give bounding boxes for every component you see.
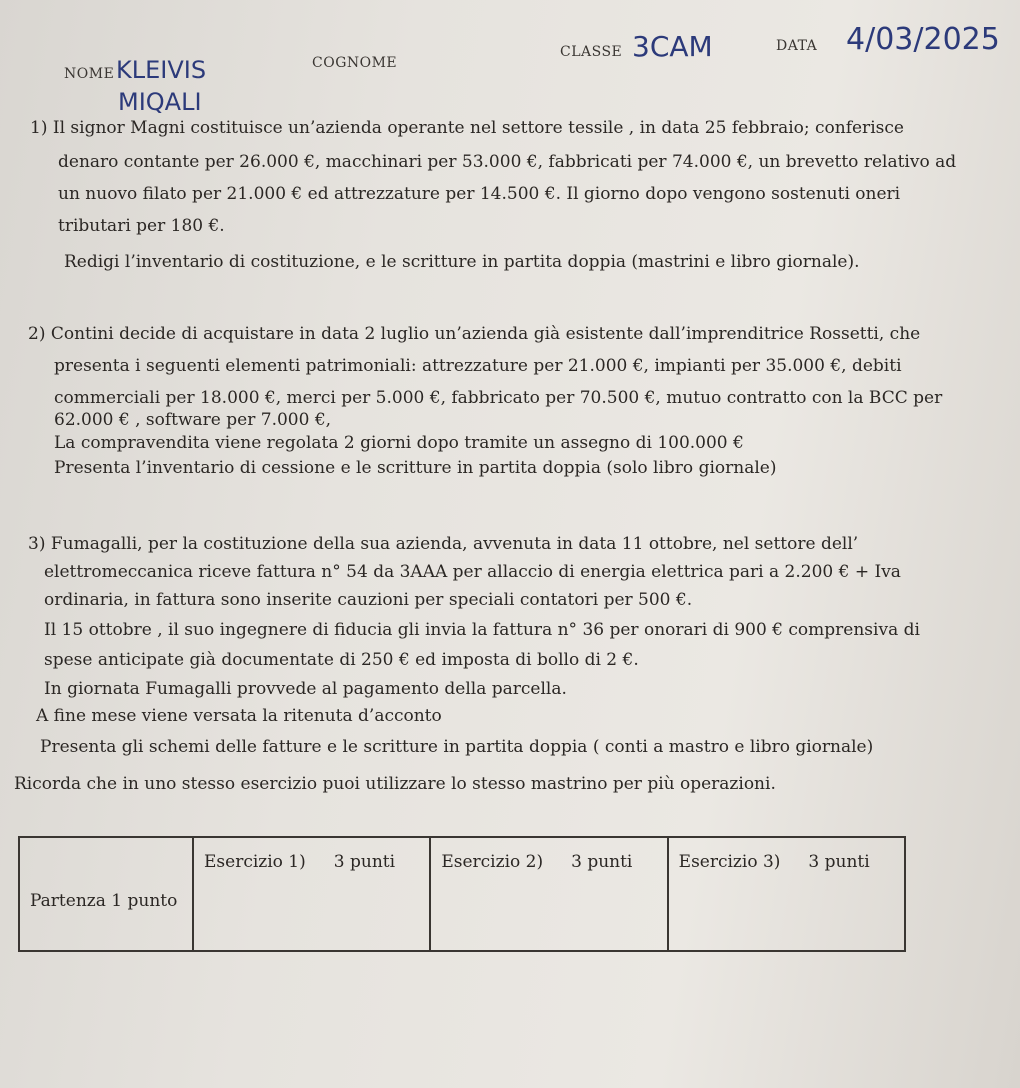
score-table (18, 836, 906, 952)
cognome-label: COGNOME (312, 55, 398, 71)
exercise-3-score-cell (668, 837, 905, 951)
classe-label: CLASSE (560, 44, 623, 60)
exercise-2-score-cell (430, 837, 667, 951)
nome-value: KLEIVIS (116, 56, 207, 84)
exercise-1-line: 1) Il signor Magni costituisce un’azienda operante nel settore tessile , in data 25 febbraio; conferisce (30, 118, 904, 138)
exercise-3-line: elettromeccanica riceve fattura n° 54 da 3AAA per allaccio di energia elettrica pari a 2.200 € + Iva (44, 562, 901, 582)
exercise-2-line: 62.000 € , software per 7.000 €, (54, 410, 332, 430)
exercise-3-task: Presenta gli schemi delle fatture e le scritture in partita doppia ( conti a mastro e libro giornale) (40, 737, 874, 757)
exercise-3-line: ordinaria, in fattura sono inserite cauzioni per speciali contatori per 500 €. (44, 590, 693, 610)
exercise-1-line: un nuovo filato per 21.000 € ed attrezzature per 14.500 €. Il giorno dopo vengono sostenuti oneri (58, 184, 901, 204)
start-points-label: Partenza 1 punto (30, 891, 178, 911)
exercise-2-line: presenta i seguenti elementi patrimoniali: attrezzature per 21.000 €, impianti per 35.000 €, debiti (54, 356, 902, 376)
reminder-note: Ricorda che in uno stesso esercizio puoi utilizzare lo stesso mastrino per più operazioni. (14, 774, 776, 794)
exercise-2-score-label: Esercizio 2) (441, 852, 544, 872)
score-row (19, 837, 905, 951)
exercise-3-score-label: Esercizio 3) (678, 852, 781, 872)
exercise-2-score-points: 3 punti (571, 852, 633, 872)
exercise-3-line: spese anticipate già documentate di 250 € ed imposta di bollo di 2 €. (44, 650, 639, 670)
data-label: DATA (776, 38, 818, 54)
exercise-2-line: 2) Contini decide di acquistare in data 2 luglio un’azienda già esistente dall’imprenditrice Rossetti, che (28, 324, 921, 344)
exercise-2-task: Presenta l’inventario di cessione e le scritture in partita doppia (solo libro giornale) (54, 458, 777, 478)
exercise-3-line: In giornata Fumagalli provvede al pagamento della parcella. (44, 679, 567, 699)
exercise-2-line: La compravendita viene regolata 2 giorni dopo tramite un assegno di 100.000 € (54, 433, 744, 453)
exercise-1-score-points: 3 punti (333, 852, 396, 872)
exercise-1-line: tributari per 180 €. (58, 216, 225, 236)
exercise-3-line: A fine mese viene versata la ritenuta d’acconto (36, 706, 442, 726)
exercise-1-score-cell (193, 837, 430, 951)
exercise-1-score-label: Esercizio 1) (204, 852, 306, 872)
exercise-1-line: denaro contante per 26.000 €, macchinari per 53.000 €, fabbricati per 74.000 €, un brevetto relativo ad (58, 152, 957, 172)
exercise-2-line: commerciali per 18.000 €, merci per 5.000 €, fabbricato per 70.500 €, mutuo contratto con la BCC per (54, 388, 943, 408)
nome-value-line2: MIQALI (118, 88, 202, 116)
exercise-1-task: Redigi l’inventario di costituzione, e le scritture in partita doppia (mastrini e libro giornale). (64, 252, 860, 272)
nome-label: NOME (64, 66, 115, 82)
exercise-3-line: Il 15 ottobre , il suo ingegnere di fiducia gli invia la fattura n° 36 per onorari di 900 € comprensiva di (44, 620, 920, 640)
start-points-cell (19, 837, 193, 951)
classe-value: 3CAM (632, 30, 713, 63)
exercise-3-line: 3) Fumagalli, per la costituzione della sua azienda, avvenuta in data 11 ottobre, nel settore dell’ (28, 534, 859, 554)
exercise-3-score-points: 3 punti (808, 852, 870, 872)
data-value: 4/03/2025 (846, 22, 1000, 57)
